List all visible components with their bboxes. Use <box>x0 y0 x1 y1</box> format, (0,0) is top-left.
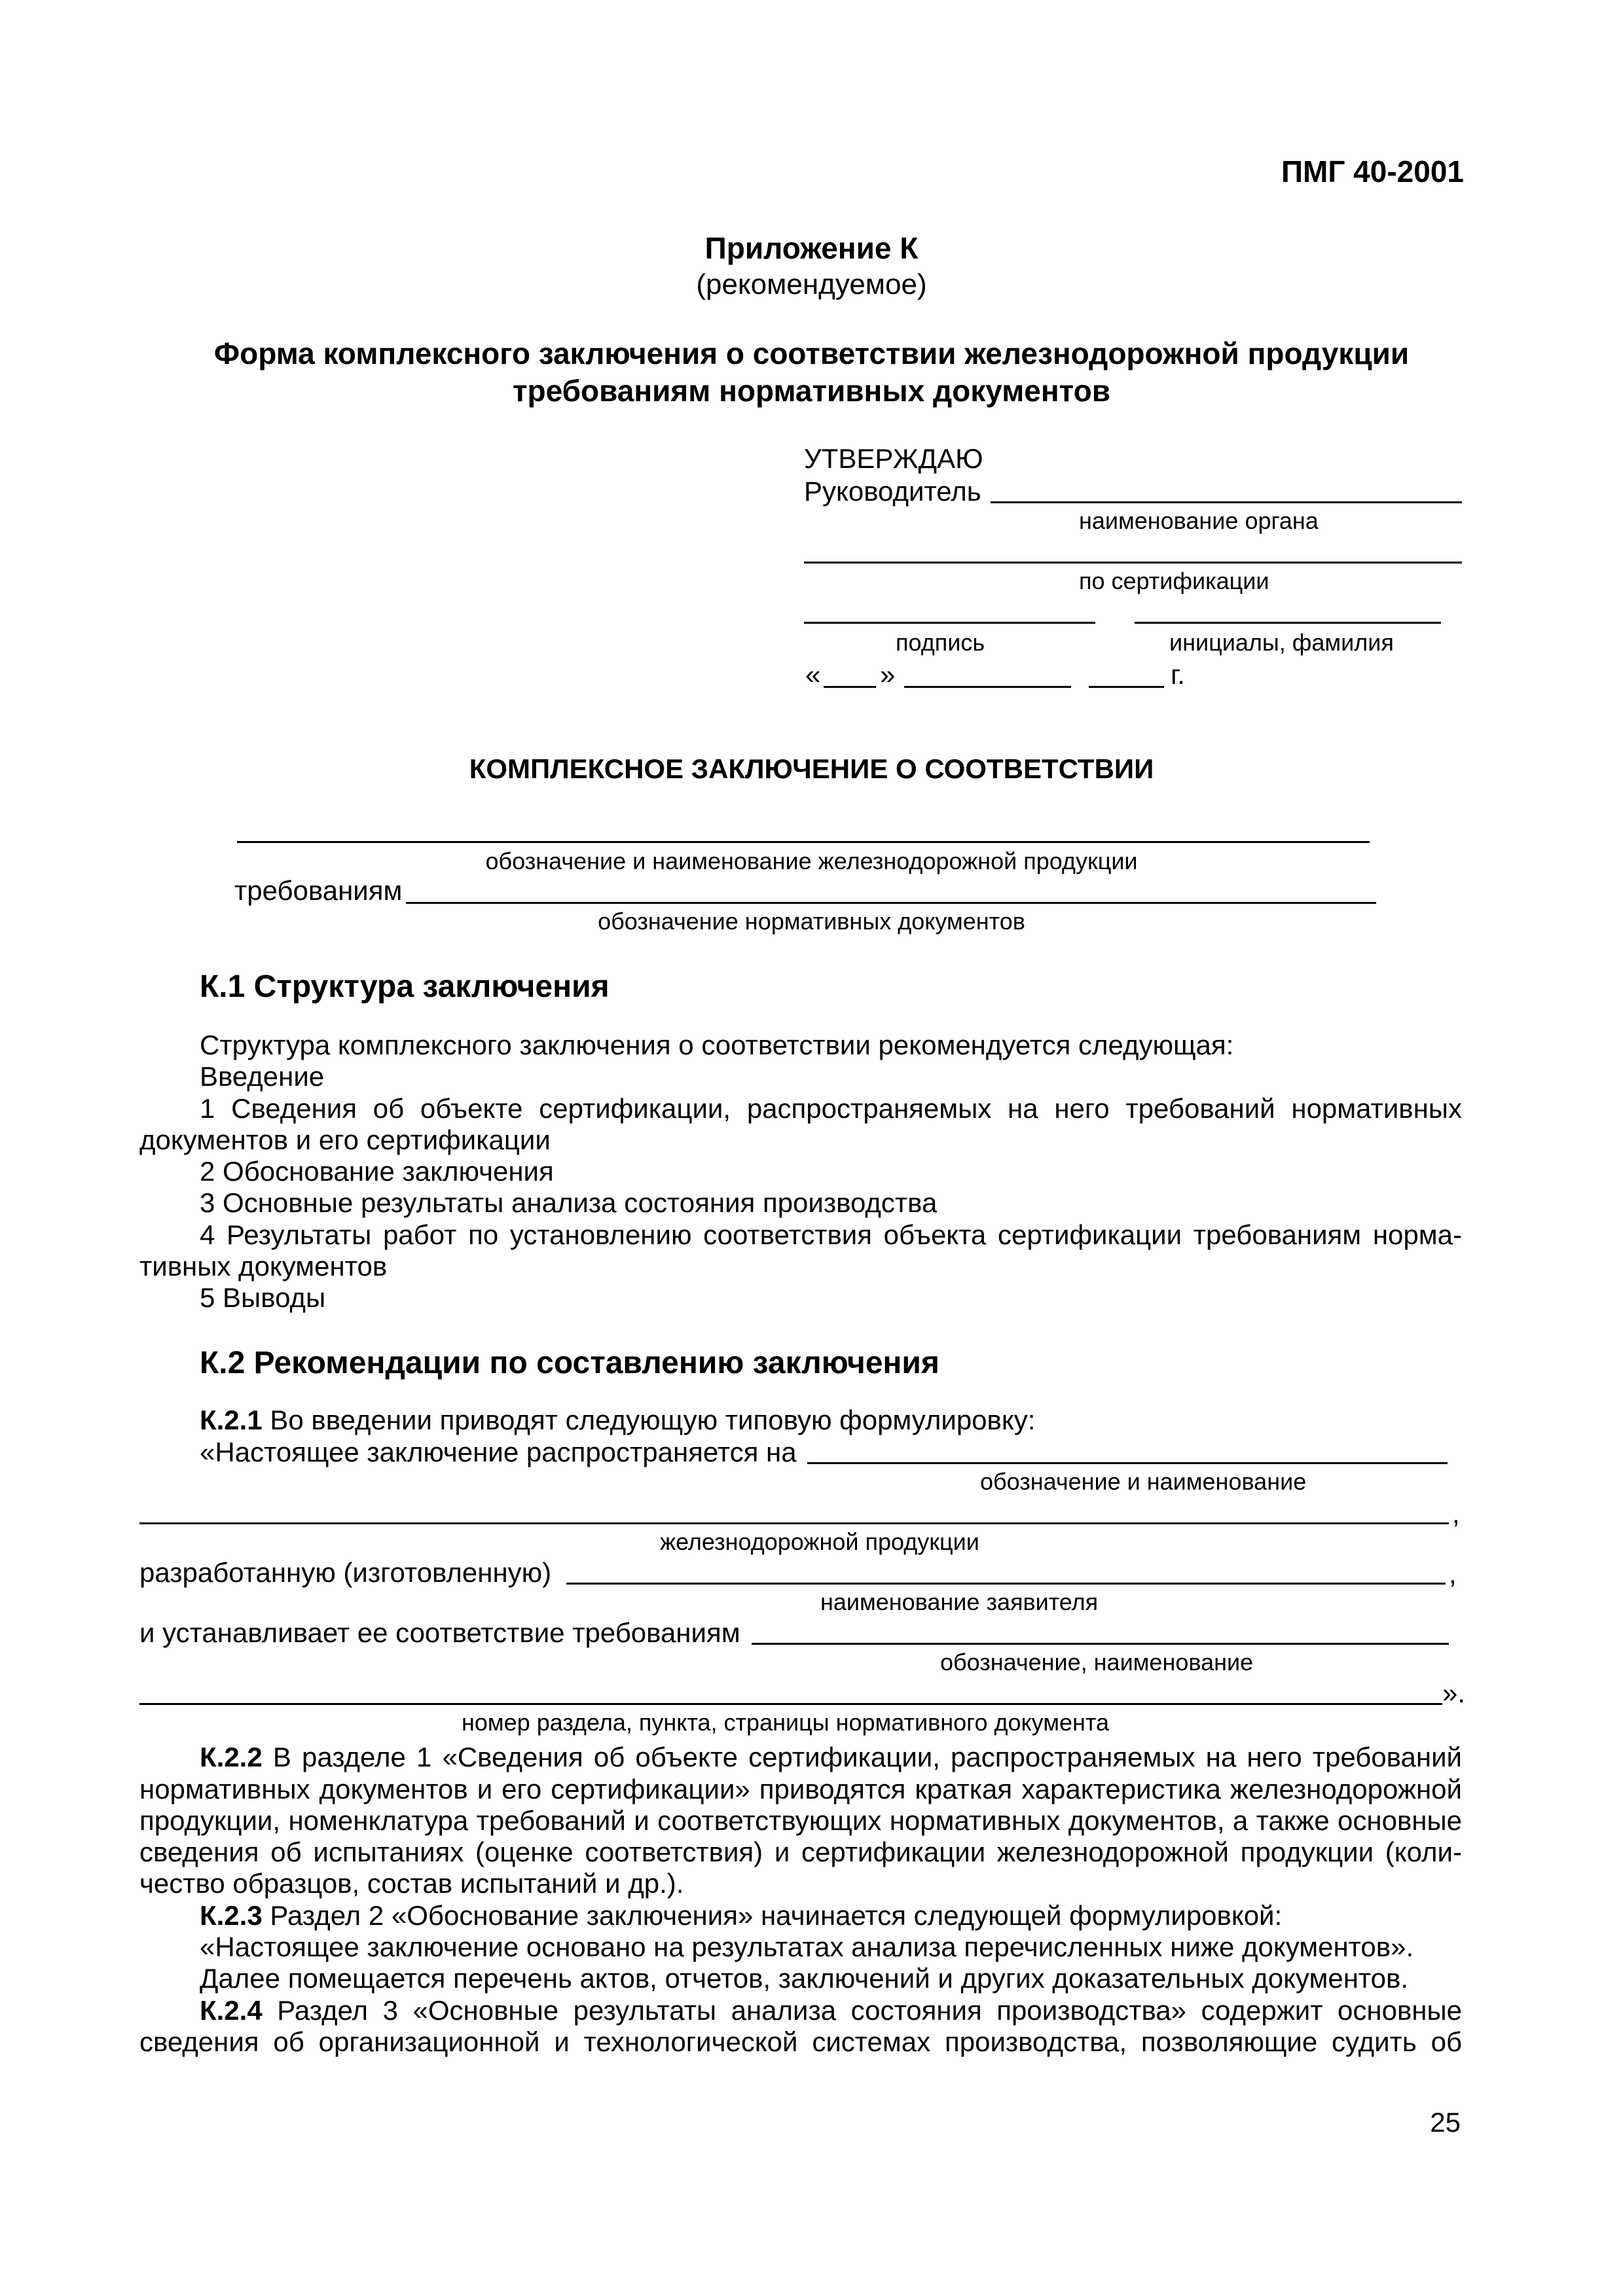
k1-item-4: 4 Результаты работ по установлению соответствия объекта сертификации требованиям норма- <box>200 1219 1462 1250</box>
k2-heading: К.2 Рекомендации по составлению заключения <box>200 1346 939 1380</box>
k23-paragraph <box>200 1899 1282 1931</box>
date-close-quote: » <box>880 659 896 690</box>
k22-line-1 <box>200 1741 1462 1773</box>
product-line <box>237 841 1370 843</box>
k1-item-1: 1 Сведения об объекте сертификации, распространяемых на него требований нормативных <box>200 1093 1462 1124</box>
date-month-line <box>904 686 1071 688</box>
head-name-line <box>991 501 1462 503</box>
form-title-line-2: требованиям нормативных документов <box>513 374 1110 408</box>
k24-line-2: сведения об организационной и технологической системах производства, позволяющие судить об <box>139 2026 1462 2057</box>
railway-product-line <box>139 1522 1449 1524</box>
k1-item-3: 3 Основные результаты анализа состояния производства <box>200 1187 938 1218</box>
k22-text: В разделе 1 «Сведения об объекте сертификации, распространяемых на него требований <box>262 1742 1462 1772</box>
k1-heading: К.1 Структура заключения <box>200 969 610 1004</box>
k21-quote: «Настоящее заключение распространяется на <box>200 1437 797 1467</box>
date-year-line <box>1089 686 1164 688</box>
k23-number: К.2.3 <box>200 1900 263 1931</box>
appendix-title: Приложение К <box>704 231 919 265</box>
railway-line-comma: , <box>1452 1498 1460 1529</box>
k22-line-4: сведения об испытаниях (оценке соответствия) и сертификации железнодорожной продукции (коли- <box>139 1837 1462 1867</box>
requirements-label: требованиям <box>234 875 403 906</box>
designation-line <box>807 1462 1448 1464</box>
standards-line <box>752 1643 1449 1645</box>
k22-line-3: продукции, номенклатура требований и соответствующих нормативных документов, а также основные <box>139 1805 1462 1836</box>
applicant-line <box>566 1583 1446 1585</box>
date-open-quote: « <box>805 659 821 690</box>
k23-next: Далее помещается перечень актов, отчетов, заключений и других доказательных документов. <box>200 1963 1408 1994</box>
docs-caption: обозначение нормативных документов <box>598 908 1025 935</box>
k1-item-4-cont: тивных документов <box>139 1251 388 1282</box>
k21-paragraph <box>200 1404 1035 1436</box>
appendix-subtitle: (рекомендуемое) <box>696 268 927 300</box>
head-label: Руководитель <box>804 476 981 507</box>
k1-item-intro: Введение <box>200 1061 325 1092</box>
signature-caption: подпись <box>896 629 985 656</box>
k22-line-2: нормативных документов и его сертификации» приводятся краткая характеристика железнодорожной <box>139 1774 1462 1804</box>
page-number: 25 <box>1430 2107 1461 2138</box>
date-day-line <box>824 686 876 688</box>
certification-caption: по сертификации <box>1079 567 1269 594</box>
section-caption: номер раздела, пункта, страницы нормативного документа <box>462 1709 1109 1736</box>
signature-line <box>804 622 1095 624</box>
section-line <box>139 1703 1442 1705</box>
initials-caption: инициалы, фамилия <box>1169 629 1394 656</box>
section-close-quote: ». <box>1442 1677 1466 1708</box>
designation-name-caption: обозначение, наименование <box>940 1649 1254 1676</box>
establishes-label: и устанавливает ее соответствие требованиям <box>139 1617 740 1648</box>
k21-number: К.2.1 <box>200 1405 263 1435</box>
k23-quote: «Настоящее заключение основано на результатах анализа перечисленных ниже документов». <box>200 1931 1414 1962</box>
conclusion-title: КОМПЛЕКСНОЕ ЗАКЛЮЧЕНИЕ О СООТВЕТСТВИИ <box>469 753 1154 784</box>
developed-label: разработанную (изготовленную) <box>139 1557 552 1588</box>
applicant-caption: наименование заявителя <box>820 1588 1099 1615</box>
organ-line <box>804 562 1462 564</box>
k24-number: К.2.4 <box>200 1995 263 2026</box>
k1-item-2: 2 Обоснование заключения <box>200 1156 554 1187</box>
document-code: ПМГ 40-2001 <box>1281 154 1464 188</box>
approve-label: УТВЕРЖДАЮ <box>804 443 983 474</box>
date-year-suffix: г. <box>1171 659 1185 690</box>
designation-caption: обозначение и наименование <box>980 1468 1307 1495</box>
k24-text: Раздел 3 «Основные результаты анализа состояния производства» содержит основные <box>262 1995 1462 2026</box>
k1-item-5: 5 Выводы <box>200 1282 326 1313</box>
form-title-line-1: Форма комплексного заключения о соответствии железнодорожной продукции <box>213 336 1410 370</box>
k1-intro: Структура комплексного заключения о соответствии рекомендуется следующая: <box>200 1030 1234 1060</box>
initials-line <box>1135 622 1441 624</box>
requirements-line <box>406 902 1376 904</box>
k22-line-5: чество образцов, состав испытаний и др.). <box>139 1868 684 1899</box>
k22-number: К.2.2 <box>200 1742 263 1772</box>
k24-line-1 <box>200 1994 1462 2026</box>
k23-text: Раздел 2 «Обоснование заключения» начинается следующей формулировкой: <box>262 1900 1283 1931</box>
product-caption: обозначение и наименование железнодорожной продукции <box>485 848 1138 874</box>
k21-text: Во введении приводят следующую типовую формулировку: <box>262 1405 1036 1435</box>
railway-product-caption: железнодорожной продукции <box>660 1528 979 1555</box>
organ-caption: наименование органа <box>1079 507 1319 534</box>
applicant-line-comma: , <box>1449 1558 1457 1589</box>
k1-item-1-cont: документов и его сертификации <box>139 1124 551 1155</box>
